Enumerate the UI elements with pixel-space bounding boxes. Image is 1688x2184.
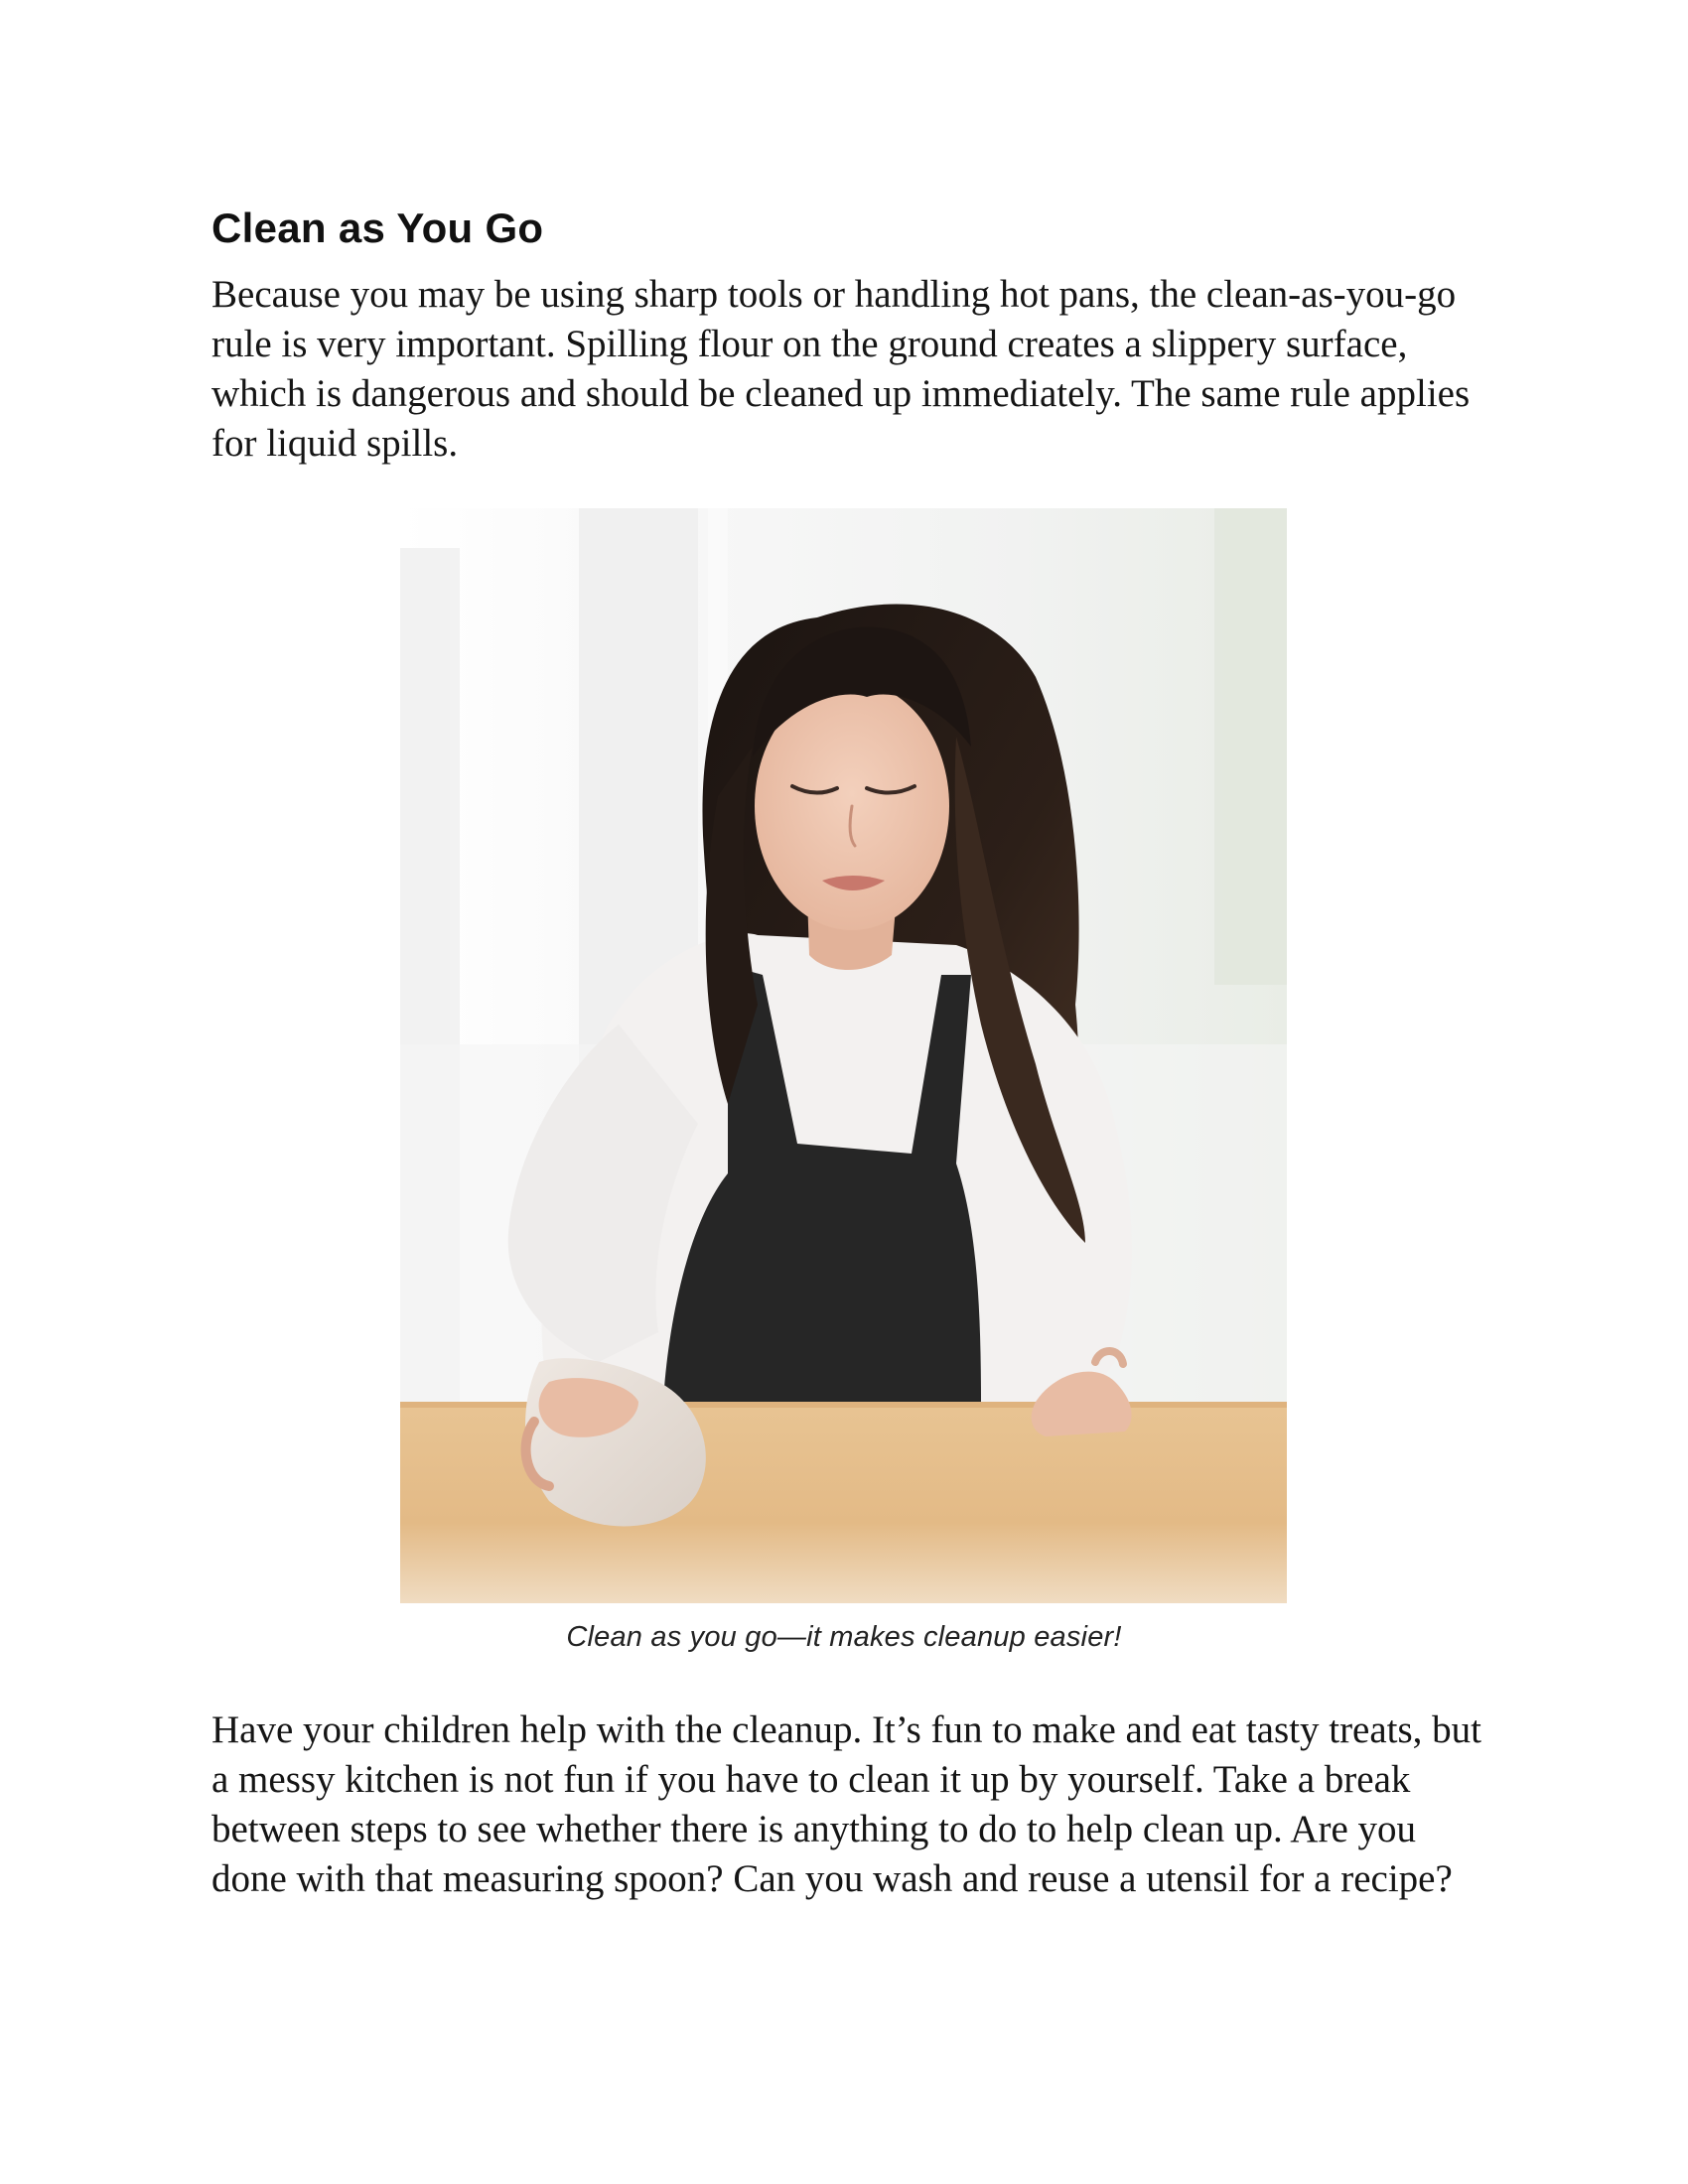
photo-girl-wiping-counter [400,508,1287,1603]
photo-illustration [400,508,1287,1603]
body-paragraph: Have your children help with the cleanup. It’s fun to make and eat tasty treats, but a messy kitchen is not fun if you have to clean it up by yourself. Take a break between steps to see whether there is anything to do to help clean up. Are you done with that measuring spoon? Can you wash and reuse a utensil for a recipe? [211,1708,1482,1900]
photo-caption: Clean as you go—it makes cleanup easier! [566,1621,1122,1653]
section-heading: Clean as You Go [211,205,544,251]
intro-paragraph: Because you may be using sharp tools or handling hot pans, the clean-as-you-go rule is very important. Spilling flour on the ground creates a slippery surface, which is dangerous and should be cleaned up immediately. The same rule applies for liquid spills. [211,273,1471,465]
